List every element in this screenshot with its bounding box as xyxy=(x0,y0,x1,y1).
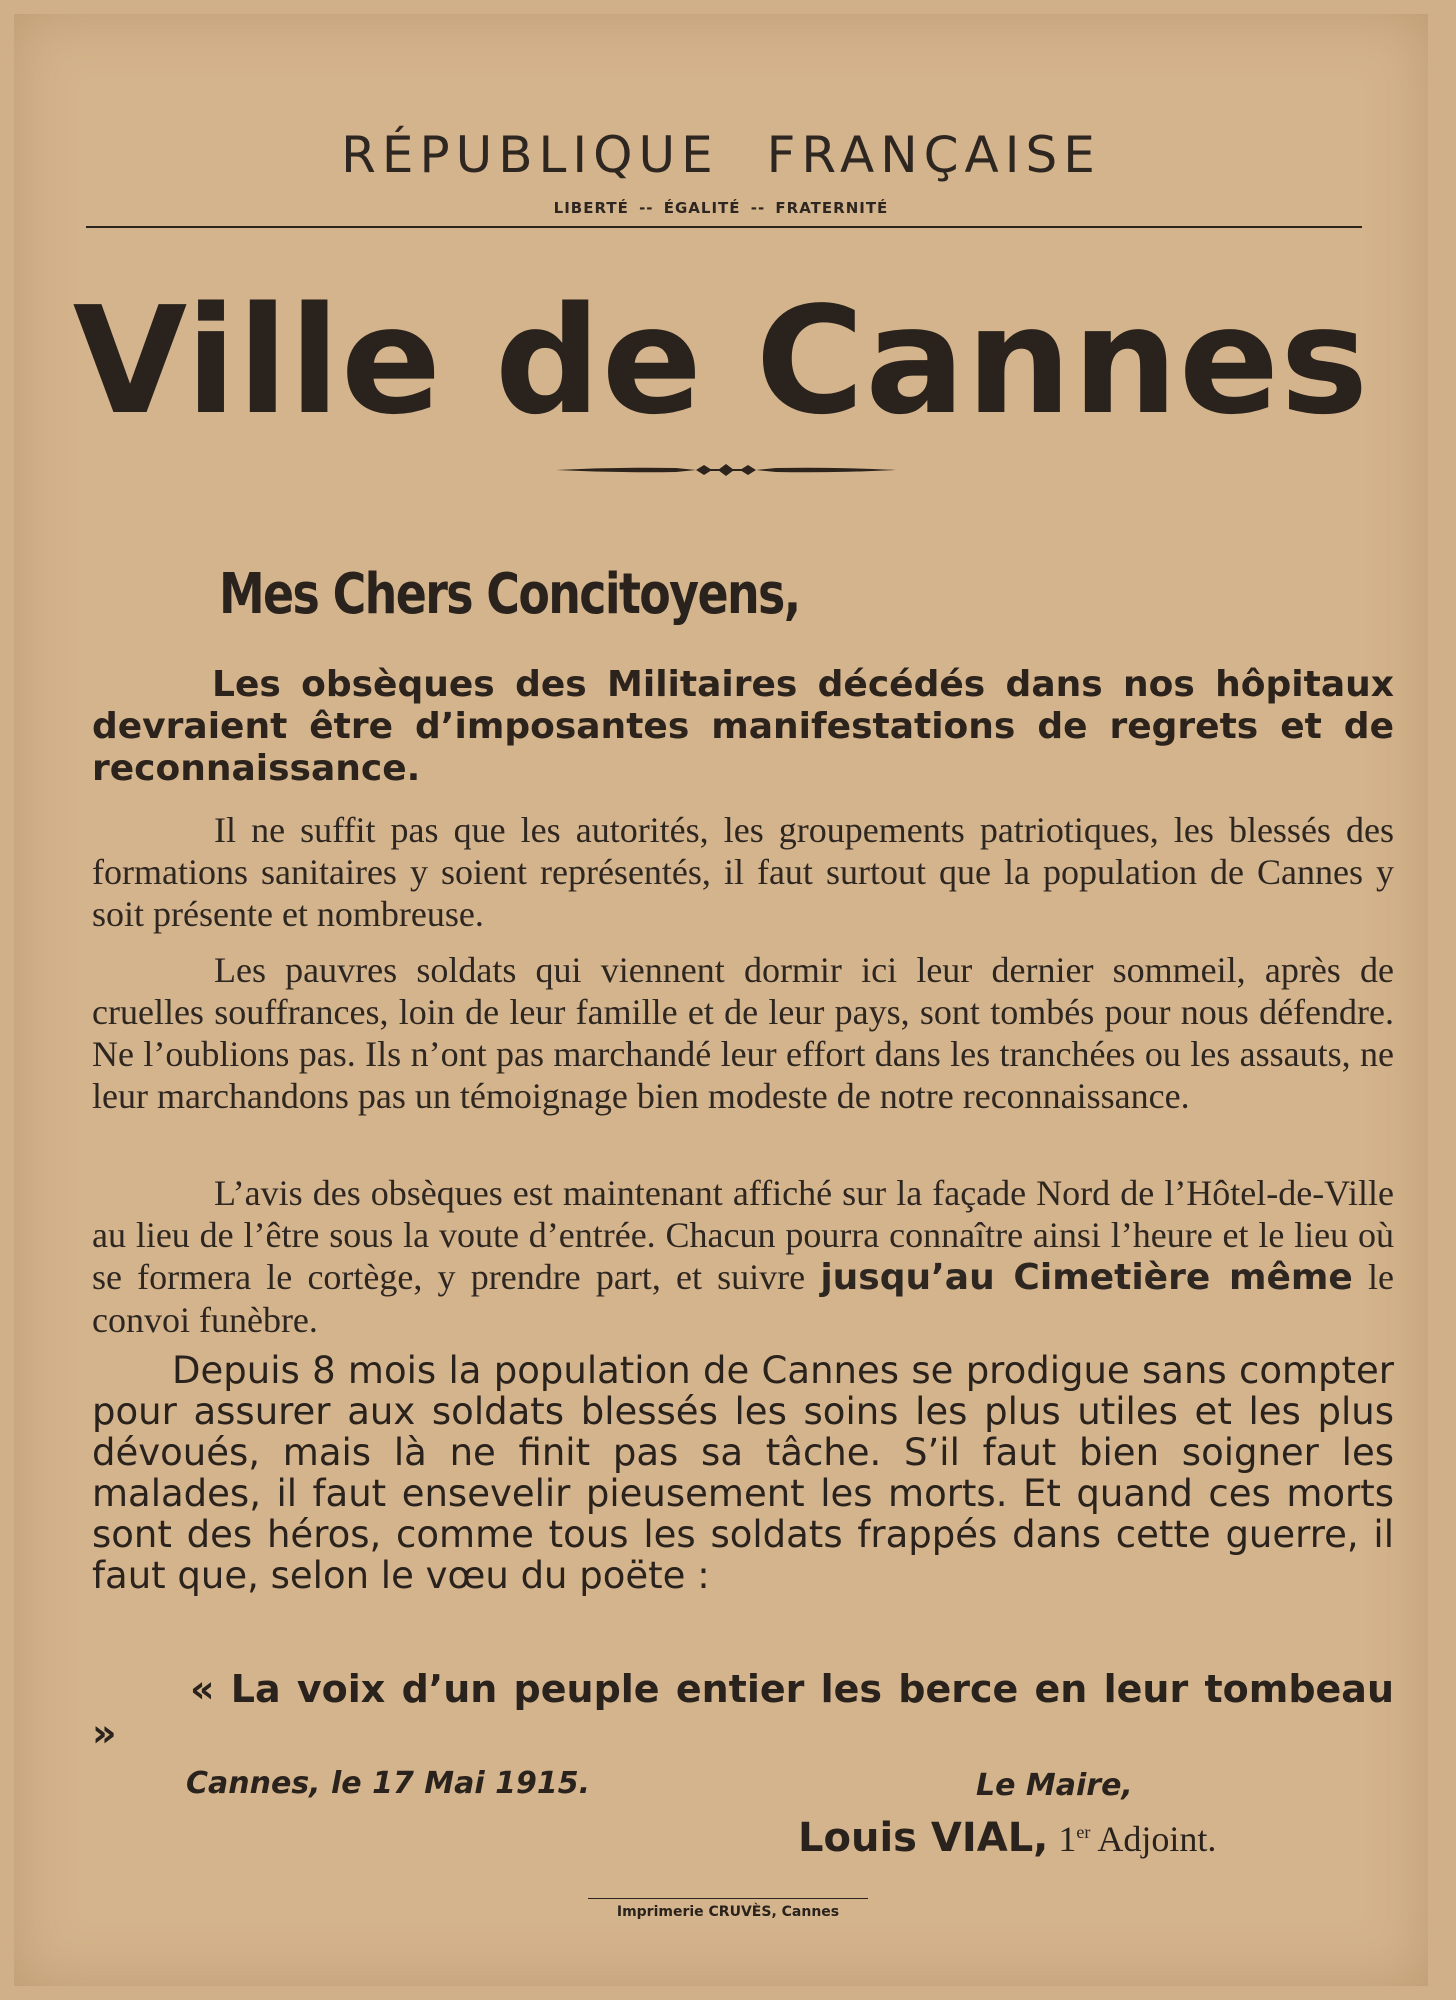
paragraph-4-end: le convoi funèbre. xyxy=(92,1257,1395,1340)
signatory-role xyxy=(1058,1819,1216,1859)
ornament-divider-icon xyxy=(556,462,896,478)
printer-credit: Imprimerie CRUVÈS, Cannes xyxy=(616,1904,840,1920)
signatory-role-superscript: er xyxy=(1076,1822,1091,1842)
paragraph-4-start: L’avis des obsèques est maintenant affiché sur la façade Nord de l’Hôtel-de-Ville au lieu de l’être sous la voute d’entrée. Chacun pourra connaître ainsi l’heure et le lieu où se formera le cortège, y prendre part, et suivre xyxy=(92,1173,1394,1297)
paragraph-5: Depuis 8 mois la population de Cannes se prodigue sans compter pour assurer aux soldats blessés les soins les plus utiles et les plus dévoués, mais là ne finit pas sa tâche. S’il faut bien soigner les malades, il faut ensevelir pieusement les morts. Et quand ces morts sont des héros, comme tous les soldats frappés dans cette guerre, il faut que, selon le vœu du poëte : xyxy=(92,1349,1394,1597)
paragraph-2: Il ne suffit pas que les autorités, les groupements patriotiques, les blessés des formations sanitaires y soient représentés, il faut surtout que la population de Cannes y soit présente et nombreuse. xyxy=(92,810,1394,934)
paragraph-1: Les obsèques des Militaires décédés dans nos hôpitaux devraient être d’imposantes manifestations de regrets et de reconnaissance. xyxy=(92,664,1394,789)
national-motto: LIBERTÉ -- ÉGALITÉ -- FRATERNITÉ xyxy=(553,199,889,217)
city-title: Ville de Cannes xyxy=(72,275,1370,447)
paragraph-4 xyxy=(92,1172,1394,1341)
header-rule xyxy=(86,226,1362,228)
signatory-name: Louis VIAL, xyxy=(798,1815,1049,1861)
poem-quote: « La voix d’un peuple entier les berce en leur tombeau » xyxy=(92,1667,1394,1755)
mayor-title: Le Maire, xyxy=(976,1768,1133,1803)
signatory-role-number: 1 xyxy=(1058,1819,1077,1859)
paragraph-3: Les pauvres soldats qui viennent dormir ici leur dernier sommeil, après de cruelles souffrances, loin de leur famille et de leur pays, sont tombés pour nous défendre. Ne l’oublions pas. Ils n’ont pas marchandé leur effort dans les tranchées ou les assauts, ne leur marchandons pas un témoignage bien modeste de notre reconnaissance. xyxy=(92,950,1394,1116)
salutation: Mes Chers Concitoyens, xyxy=(219,562,800,627)
poster xyxy=(14,14,1428,1986)
paragraph-4-emphasis: jusqu’au Cimetière même xyxy=(820,1257,1353,1298)
printer-rule xyxy=(588,1898,868,1899)
signature-block xyxy=(798,1814,1216,1861)
republic-heading: RÉPUBLIQUE FRANÇAISE xyxy=(341,126,1101,184)
signatory-role-word: Adjoint. xyxy=(1097,1819,1217,1859)
dateline: Cannes, le 17 Mai 1915. xyxy=(186,1766,591,1801)
